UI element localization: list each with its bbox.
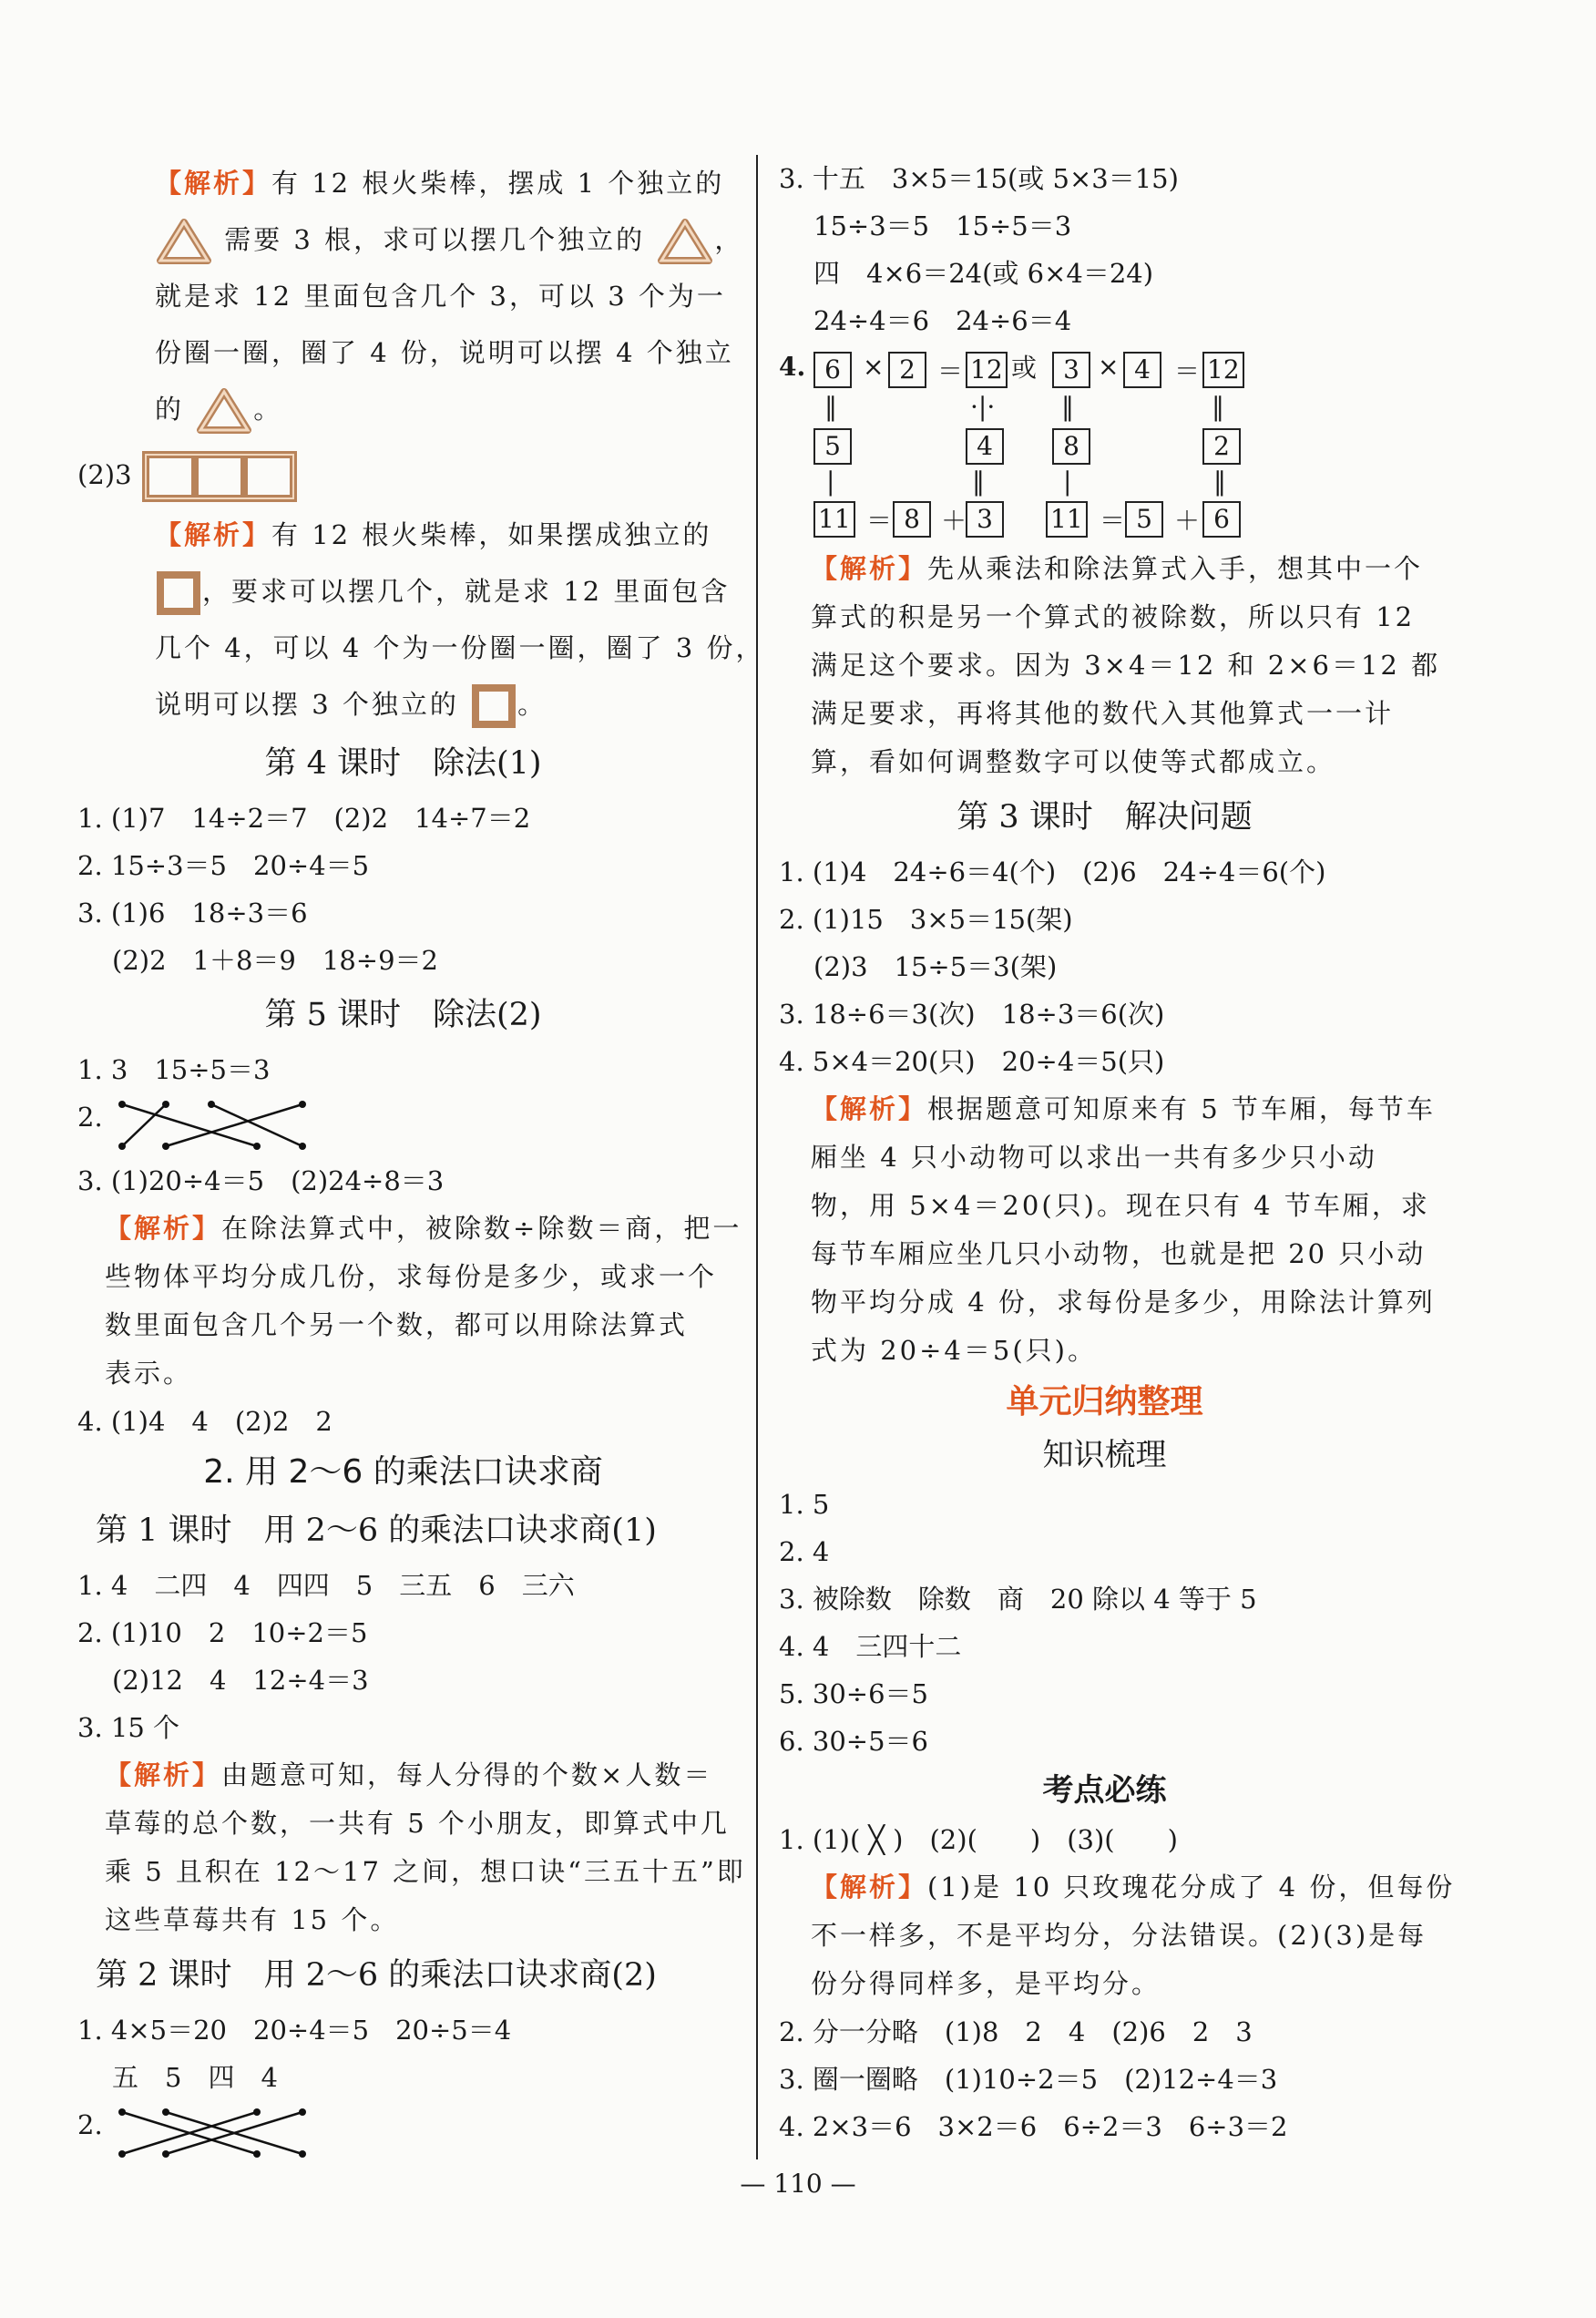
s2-lesson-1-explanation: 【解析】由题意可知，每人分得的个数×人数＝ 草莓的总个数，一共有 5 个小朋友，即算式中几 乘 5 且积在 12～17 之间，想口诀“三五十五”即 这些草莓共有 15 个。 xyxy=(105,1759,746,1935)
unit-summary-title: 单元归纳整理 xyxy=(1006,1383,1203,1421)
matching-lines xyxy=(111,1093,321,1157)
matching-diagram-1: 2. xyxy=(77,1093,729,1157)
right-column: 3. 十五 3×5＝15(或 5×3＝15) 15÷3＝5 15÷5＝3 四 4×6＝24(或 6×4＝24) 24÷4＝6 24÷6＝4 4. 6 × 2 ＝ 12 或 3 × 4 ＝ 12 ‖ ·|· ‖ ‖ 5 4 8 2 | ‖ | ‖ 11 ＝ 8 ＋ 3 11 ＝ 5 ＋ 6 【解析】先从乘法和除法算式入手，想其中一个 算式的积是另一个算式的被除数，所以只有 12 满足这个要求。因为 3×4＝12 和 2×6＝12 都 满足要求，再将其他的数代入其他算式一一计 算，看如何调整数字可以使等式都成立。 第 3 课时 解决问题 1. (1)4 24÷6＝4(个) (2)6 24÷4＝6(个) 2. (1)15 3×5＝15(架) (2)3 15÷5＝3(架) 3. 18÷6＝3(次) 18÷3＝6(次) 4. 5×4＝20(只) 20÷4＝5(只) 【解析】根据题意可知原来有 5 节车厢，每节车 厢坐 4 只小动物可以求出一共有多少只小动 物，用 5×4＝20(只)。现在只有 4 节车厢，求 每节车厢应坐几只小动物，也就是把 20 只小动 物平均分成 4 份，求每份是多少，用除法计算列 式为 20÷4＝5(只)。 单元归纳整理 知识梳理 1. 5 2. 4 3. 被除数 除数 商 20 除以 4 等于 5 4. 4 三四十二 5. 30÷6＝5 6. 30÷5＝6 考点必练 1. (1)( ╳ ) (2)( ) (3)( ) 【解析】(1)是 10 只玫瑰花分成了 4 份，但每份 不一样多，不是平均分，分法错误。(2)(3)是每 份分得同样多，是平均分。 2. 分一分略 (1)8 2 4 (2)6 2 3 3. 圈一圈略 (1)10÷2＝5 (2)12÷4＝3 4. 2×3＝6 3×2＝6 6÷2＝3 6÷3＝2 xyxy=(779,163,1456,2142)
q4-explanation: 【解析】先从乘法和除法算式入手，想其中一个 算式的积是另一个算式的被除数，所以只有 12 满足这个要求。因为 3×4＝12 和 2×6＝12 都 满足要求，再将其他的数代入其他算式一一计 算，看如何调整数字可以使等式都成立。 xyxy=(811,553,1441,777)
number-box-grid: 4. 6 × 2 ＝ 12 或 3 × 4 ＝ 12 ‖ ·|· ‖ ‖ 5 4 8 2 | ‖ | ‖ 11 ＝ 8 ＋ 3 11 ＝ 5 ＋ 6 xyxy=(779,344,1430,527)
column-divider xyxy=(756,155,758,2159)
knowledge-title: 知识梳理 xyxy=(1042,1437,1167,1473)
answer-2: (2)3 xyxy=(77,443,729,507)
lesson-3-explanation: 【解析】根据题意可知原来有 5 节车厢，每节车 厢坐 4 只小动物可以求出一共有多少只小动 物，用 5×4＝20(只)。现在只有 4 节车厢，求 每节车厢应坐几只小动物，也就是把 20 只小动 物平均分成 4 份，求每份是多少，用除法计算列 式为 20÷4＝5(只)。 xyxy=(811,1093,1436,1366)
triangle-matchstick-icon xyxy=(656,219,714,264)
explanation-2: 【解析】有 12 根火柴棒，如果摆成独立的 ，要求可以摆几个，就是求 12 里面包含 几个 4，可以 4 个为一份圈一圈，圈了 3 份， 说明可以摆 3 个独立的 。 xyxy=(77,507,729,733)
lesson-5-explanation: 【解析】在除法算式中，被除数÷除数＝商，把一 些物体平均分成几份，求每份是多少，或求一个 数里面包含几个另一个数，都可以用除法算式 表示。 xyxy=(105,1213,742,1389)
page-number: — 110 — xyxy=(740,2169,856,2199)
section-2-title: 2. 用 2～6 的乘法口诀求商 xyxy=(203,1453,603,1491)
lesson-3-title: 第 3 课时 解决问题 xyxy=(957,799,1253,836)
s2-lesson-1-title: 第 1 课时 用 2～6 的乘法口诀求商(1) xyxy=(96,1513,657,1549)
s2-lesson-2-title: 第 2 课时 用 2～6 的乘法口诀求商(2) xyxy=(96,1957,657,1994)
matching-diagram-2: 2. xyxy=(77,2101,729,2165)
explanation-1: 【解析】有 12 根火柴棒，摆成 1 个独立的 需要 3 根，求可以摆几个独立的 ， 就是求 12 里面包含几个 3，可以 3 个为一 份圈一圈，圈了 4 份，说明可以摆 4 个独立 的 。 xyxy=(77,155,729,437)
triangle-matchstick-icon xyxy=(195,388,253,434)
matching-lines xyxy=(111,2101,321,2165)
square-matchstick-icon xyxy=(155,569,202,617)
square-matchstick-icon xyxy=(470,682,517,730)
lesson-5-title: 第 5 课时 除法(2) xyxy=(264,997,542,1033)
left-column: 【解析】有 12 根火柴棒，摆成 1 个独立的 需要 3 根，求可以摆几个独立的 ， 就是求 12 里面包含几个 3，可以 3 个为一 份圈一圈，圈了 4 份，说明可以摆 4 个独立 的 。 (2)3 【解析】有 12 根火柴棒，如果摆成独立的 ，要求可以摆几个，就是求 12 里面包含 几个 4，可以 4 个为一份圈一圈，圈了 3 份， 说明可以摆 3 个独立的 。 第 4 课时 除法(1) 1. (1)7 14÷2＝7 (2)2 14÷7＝2 2. 15÷3＝5 20÷4＝5 3. (1)6 18÷3＝6 (2)2 1＋8＝9 18÷9＝2 第 5 课时 除法(2) 1. 3 15÷5＝3 2. 3. (1)20÷4＝5 (2)24÷8＝3 【解析】在除法算式中，被除数÷除数＝商，把一 些物体平均分成几份，求每份是多少，或求一个 数里面包含几个另一个数，都可以用除法算式 表示。 4. (1)4 4 (2)2 2 2. 用 2～6 的乘法口诀求商 第 1 课时 用 2～6 的乘法口诀求商(1) 1. 4 二四 4 四四 5 三五 6 三六 2. (1)10 2 10÷2＝5 (2)12 4 12÷4＝3 3. 15 个 【解析】由题意可知，每人分得的个数×人数＝ 草莓的总个数，一共有 5 个小朋友，即算式中几 乘 5 且积在 12～17 之间，想口诀“三五十五”即 这些草莓共有 15 个。 第 2 课时 用 2～6 的乘法口诀求商(2) 1. 4×5＝20 20÷4＝5 20÷5＝4 五 5 四 4 2. xyxy=(77,155,729,2165)
triangle-matchstick-icon xyxy=(155,219,213,264)
practice-title: 考点必练 xyxy=(1042,1772,1167,1809)
lesson-4-title: 第 4 课时 除法(1) xyxy=(264,745,542,782)
practice-explanation: 【解析】(1)是 10 只玫瑰花分成了 4 份，但每份 不一样多，不是平均分，分法错误。(2)(3)是每 份分得同样多，是平均分。 xyxy=(811,1872,1456,1999)
squares-matchstick-icon xyxy=(140,449,301,504)
